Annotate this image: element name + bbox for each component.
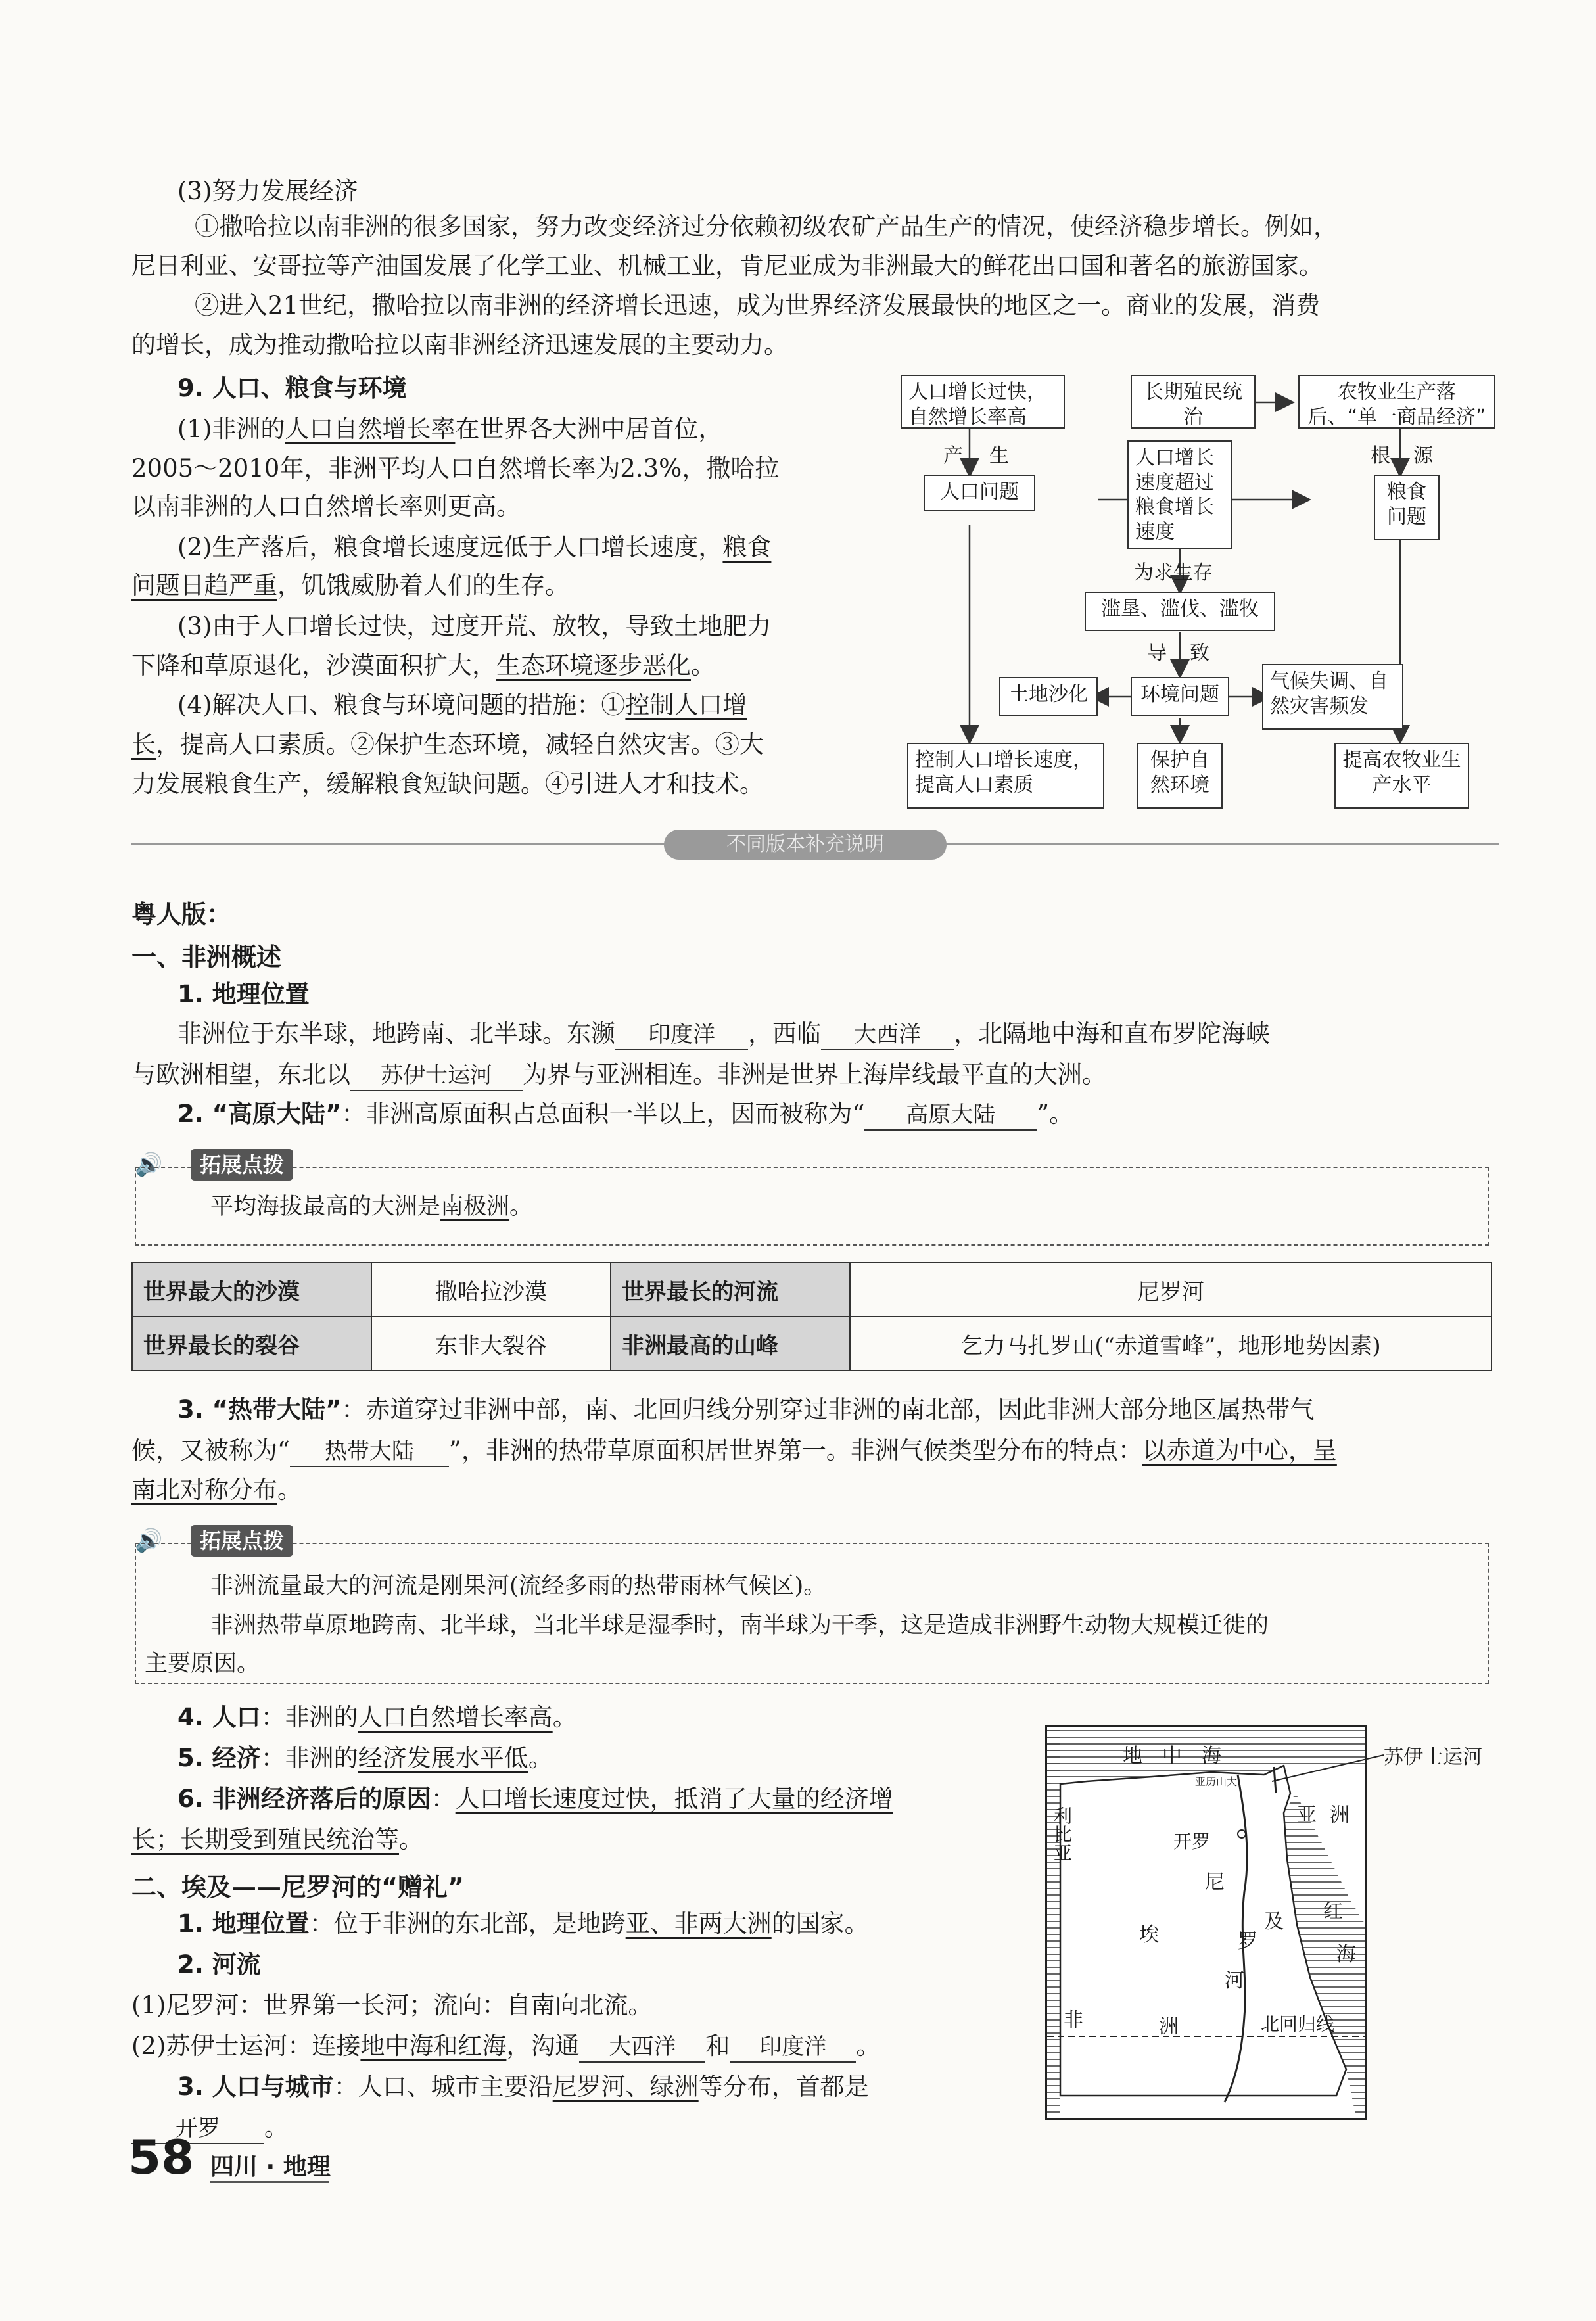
subheading: 1. 地理位置 [177,980,310,1008]
answer-underline: 长 [131,730,156,759]
map-label-nile-3: 河 [1225,1969,1244,1992]
paragraph-line: 长；长期受到殖民统治等。 [131,1825,423,1854]
answer-underline: 南北对称分布 [131,1476,277,1504]
answer-blank: 大西洋 [579,2033,705,2063]
map-label-red-1: 红 [1323,1900,1343,1923]
flow-box-climate: 气候失调、自然灾害频发 [1262,664,1403,730]
answer-underline: 控制人口增 [625,691,747,719]
paragraph-line: 以南非洲的人口自然增长率则更高。 [131,492,521,521]
flow-label: 根 [1371,444,1390,467]
tip-tag: 拓展点拨 [191,1149,293,1181]
flow-box-desertification: 土地沙化 [999,677,1098,716]
africa-facts-table [131,1262,1492,1371]
table-row [132,1263,1491,1317]
answer-underline: 亚、非两大洲 [625,1910,772,1938]
flow-box-fast-growth: 人口增长过快，自然增长率高 [901,375,1065,429]
map-label-libya: 利比亚 [1051,1806,1073,1862]
table-cell: 尼罗河 [850,1263,1491,1317]
paragraph-line: 候，又被称为“ 热带大陆 ”，非洲的热带草原面积居世界第一。非洲气候类型分布的特点：以赤道为中心，呈 [131,1436,1337,1467]
flow-box-growth-exceeds: 人口增长速度超过粮食增长速度 [1127,440,1232,549]
version-title: 粤人版： [131,900,232,929]
answer-underline: 长；长期受到殖民统治等 [131,1825,399,1854]
speaker-icon: 🔊 [135,1528,163,1554]
paragraph-line: 5. 经济：非洲的经济发展水平低。 [177,1744,553,1772]
paragraph-line: 南北对称分布。 [131,1476,302,1504]
table-cell-header: 世界最长的裂谷 [132,1317,371,1371]
tip-text: 主要原因。 [145,1651,260,1677]
flow-box-food-problem: 粮食问题 [1374,475,1440,540]
flow-box-colonial-rule: 长期殖民统治 [1131,375,1256,429]
map-label-suez: 苏伊士运河 [1384,1746,1482,1769]
table-cell: 撒哈拉沙漠 [371,1263,611,1317]
map-label-egypt-1: 埃 [1139,1923,1159,1946]
paragraph-line: 非洲位于东半球，地跨南、北半球。东濒 印度洋 ，西临 大西洋 ，北隔地中海和直布罗陀海峡 [177,1019,1270,1050]
paragraph-line: 力发展粮食生产，缓解粮食短缺问题。④引进人才和技术。 [131,770,764,798]
answer-underline: 南极洲 [440,1194,510,1220]
flow-box-protect-nature: 保护自然环境 [1137,743,1223,809]
section-3-title: (3)努力发展经济 [177,177,358,205]
answer-blank: 印度洋 [615,1021,748,1050]
tip-text: 非洲热带草原地跨南、北半球，当北半球是湿季时，南半球为干季，这是造成非洲野生动物大规模迁徙的 [210,1612,1269,1639]
table-row [132,1317,1491,1371]
answer-underline: 地中海和红海 [360,2032,507,2060]
tip-text: 非洲流量最大的河流是刚果河(流经多雨的热带雨林气候区)。 [210,1573,827,1599]
flow-box-overuse: 滥垦、滥伐、滥牧 [1085,592,1275,631]
flow-box-environment: 环境问题 [1131,677,1229,716]
heading-egypt: 二、埃及——尼罗河的“赠礼” [131,1873,464,1902]
heading-africa-overview: 一、非洲概述 [131,943,282,972]
flow-box-control-population: 控制人口增长速度，提高人口素质 [907,743,1104,809]
paragraph-line: 4. 人口：非洲的人口自然增长率高。 [177,1703,577,1731]
paragraph-line: 3. “热带大陆”：赤道穿过非洲中部，南、北回归线分别穿过非洲的南北部，因此非洲大部分地区属热带气 [177,1395,1315,1424]
table-cell-header: 非洲最高的山峰 [611,1317,850,1371]
answer-blank: 大西洋 [821,1021,954,1050]
paragraph-line: 长，提高人口素质。②保护生态环境，减轻自然灾害。③大 [131,730,764,759]
map-label-asia-1: 亚 [1297,1804,1317,1827]
paragraph-line: 下降和草原退化，沙漠面积扩大，生态环境逐步恶化。 [131,651,715,680]
answer-underline: 人口增长速度过快，抵消了大量的经济增 [455,1785,893,1813]
map-label-tropic: 北回归线 [1261,2013,1335,2035]
answer-underline: 生态环境逐步恶化 [496,651,691,680]
table-cell-header: 世界最长的河流 [611,1263,850,1317]
paragraph-line: (4)解决人口、粮食与环境问题的措施：①控制人口增 [177,691,747,719]
flow-label: 致 [1190,642,1209,665]
paragraph-line: 2. “高原大陆”：非洲高原面积占总面积一半以上，因而被称为“ 高原大陆 ”。 [177,1099,1073,1131]
map-label-nile-2: 罗 [1238,1930,1257,1953]
map-label-asia-2: 洲 [1330,1804,1350,1827]
paragraph-line: (1)非洲的人口自然增长率在世界各大洲中居首位， [177,415,723,443]
flow-box-improve-agriculture: 提高农牧业生产水平 [1334,743,1469,809]
paragraph-line: 6. 非洲经济落后的原因：人口增长速度过快，抵消了大量的经济增 [177,1785,893,1813]
answer-underline: 粮食 [722,533,772,561]
answer-blank: 高原大陆 [864,1101,1037,1131]
flow-label: 产 [943,444,963,467]
paragraph-line: 开罗 。 [131,2113,289,2144]
table-cell: 乞力马扎罗山(“赤道雪峰”，地形地势因素) [850,1317,1491,1371]
map-label-africa-2: 洲 [1159,2015,1179,2038]
answer-blank: 印度洋 [730,2033,856,2063]
footer-rule [210,2181,329,2183]
map-label-nile-1: 尼 [1205,1871,1225,1894]
paragraph-line: ②进入21世纪，撒哈拉以南非洲的经济增长迅速，成为世界经济发展最快的地区之一。商业的发展，消费 [195,291,1321,319]
map-label-sea: 地中海 [1123,1745,1241,1768]
answer-underline: 尼罗河、绿洲 [552,2073,699,2101]
paragraph-line: (2)生产落后，粮食增长速度远低于人口增长速度，粮食 [177,533,772,561]
paragraph-line: (2)苏伊士运河：连接地中海和红海，沟通 大西洋 和 印度洋 。 [131,2031,880,2063]
subheading: 2. 河流 [177,1950,261,1979]
table-cell-header: 世界最大的沙漠 [132,1263,371,1317]
map-label-cairo: 开罗 [1173,1831,1211,1852]
paragraph-line: (3)由于人口增长过快，过度开荒、放牧，导致土地肥力 [177,612,772,640]
table-cell: 东非大裂谷 [371,1317,611,1371]
paragraph-line: 3. 人口与城市：人口、城市主要沿尼罗河、绿洲等分布，首都是 [177,2073,869,2101]
answer-underline: 人口自然增长率 [285,415,456,443]
paragraph-line: ①撒哈拉以南非洲的很多国家，努力改变经济过分依赖初级农矿产品生产的情况，使经济稳步增长。例如， [195,212,1338,241]
flow-box-population-problem: 人口问题 [924,475,1035,511]
answer-blank: 苏伊士运河 [350,1062,523,1091]
answer-underline: 问题日趋严重 [131,571,277,599]
flow-box-backward-agriculture: 农牧业生产落后、“单一商品经济” [1298,375,1495,429]
flow-label: 导 [1147,642,1167,665]
map-label-alexandria: 亚历山大 [1195,1775,1238,1788]
paragraph-line: 2005～2010年，非洲平均人口自然增长率为2.3%，撒哈拉 [131,454,780,482]
map-label-red-2: 海 [1336,1943,1356,1966]
tip-tag: 拓展点拨 [191,1525,293,1557]
paragraph-line: 与欧洲相望，东北以 苏伊士运河 为界与亚洲相连。非洲是世界上海岸线最平直的大洲。 [131,1060,1106,1091]
paragraph-line: 问题日趋严重，饥饿威胁着人们的生存。 [131,571,569,599]
cairo-marker [1238,1830,1246,1838]
suez-leader-line [1272,1748,1397,1788]
answer-blank: 热带大陆 [290,1438,449,1467]
page-number: 58 [128,2130,195,2185]
answer-underline: 以赤道为中心，呈 [1142,1436,1337,1465]
banner-label: 不同版本补充说明 [664,830,947,860]
map-label-egypt-2: 及 [1264,1910,1284,1933]
section-9-title: 9. 人口、粮食与环境 [177,374,407,402]
map-label-africa-1: 非 [1064,2009,1083,2032]
speaker-icon: 🔊 [135,1152,163,1178]
flow-label: 生 [989,444,1009,467]
paragraph-line: 的增长，成为推动撒哈拉以南非洲经济迅速发展的主要动力。 [131,331,788,359]
tip-text: 平均海拔最高的大洲是南极洲。 [210,1194,533,1220]
paragraph-line: 尼日利亚、安哥拉等产油国发展了化学工业、机械工业，肯尼亚成为非洲最大的鲜花出口国和著名的旅游国家。 [131,252,1323,280]
flow-label: 为求生存 [1134,561,1213,584]
answer-blank: 开罗 [131,2115,264,2144]
paragraph-line: (1)尼罗河：世界第一长河；流向：自南向北流。 [131,1991,653,2019]
footer-label: 四川 · 地理 [210,2153,331,2180]
west-border [1047,1727,1060,2118]
answer-underline: 人口自然增长率高 [358,1703,553,1731]
flow-label: 源 [1413,444,1433,467]
answer-underline: 经济发展水平低 [358,1744,528,1772]
paragraph-line: 1. 地理位置：位于非洲的东北部，是地跨亚、非两大洲的国家。 [177,1910,869,1938]
